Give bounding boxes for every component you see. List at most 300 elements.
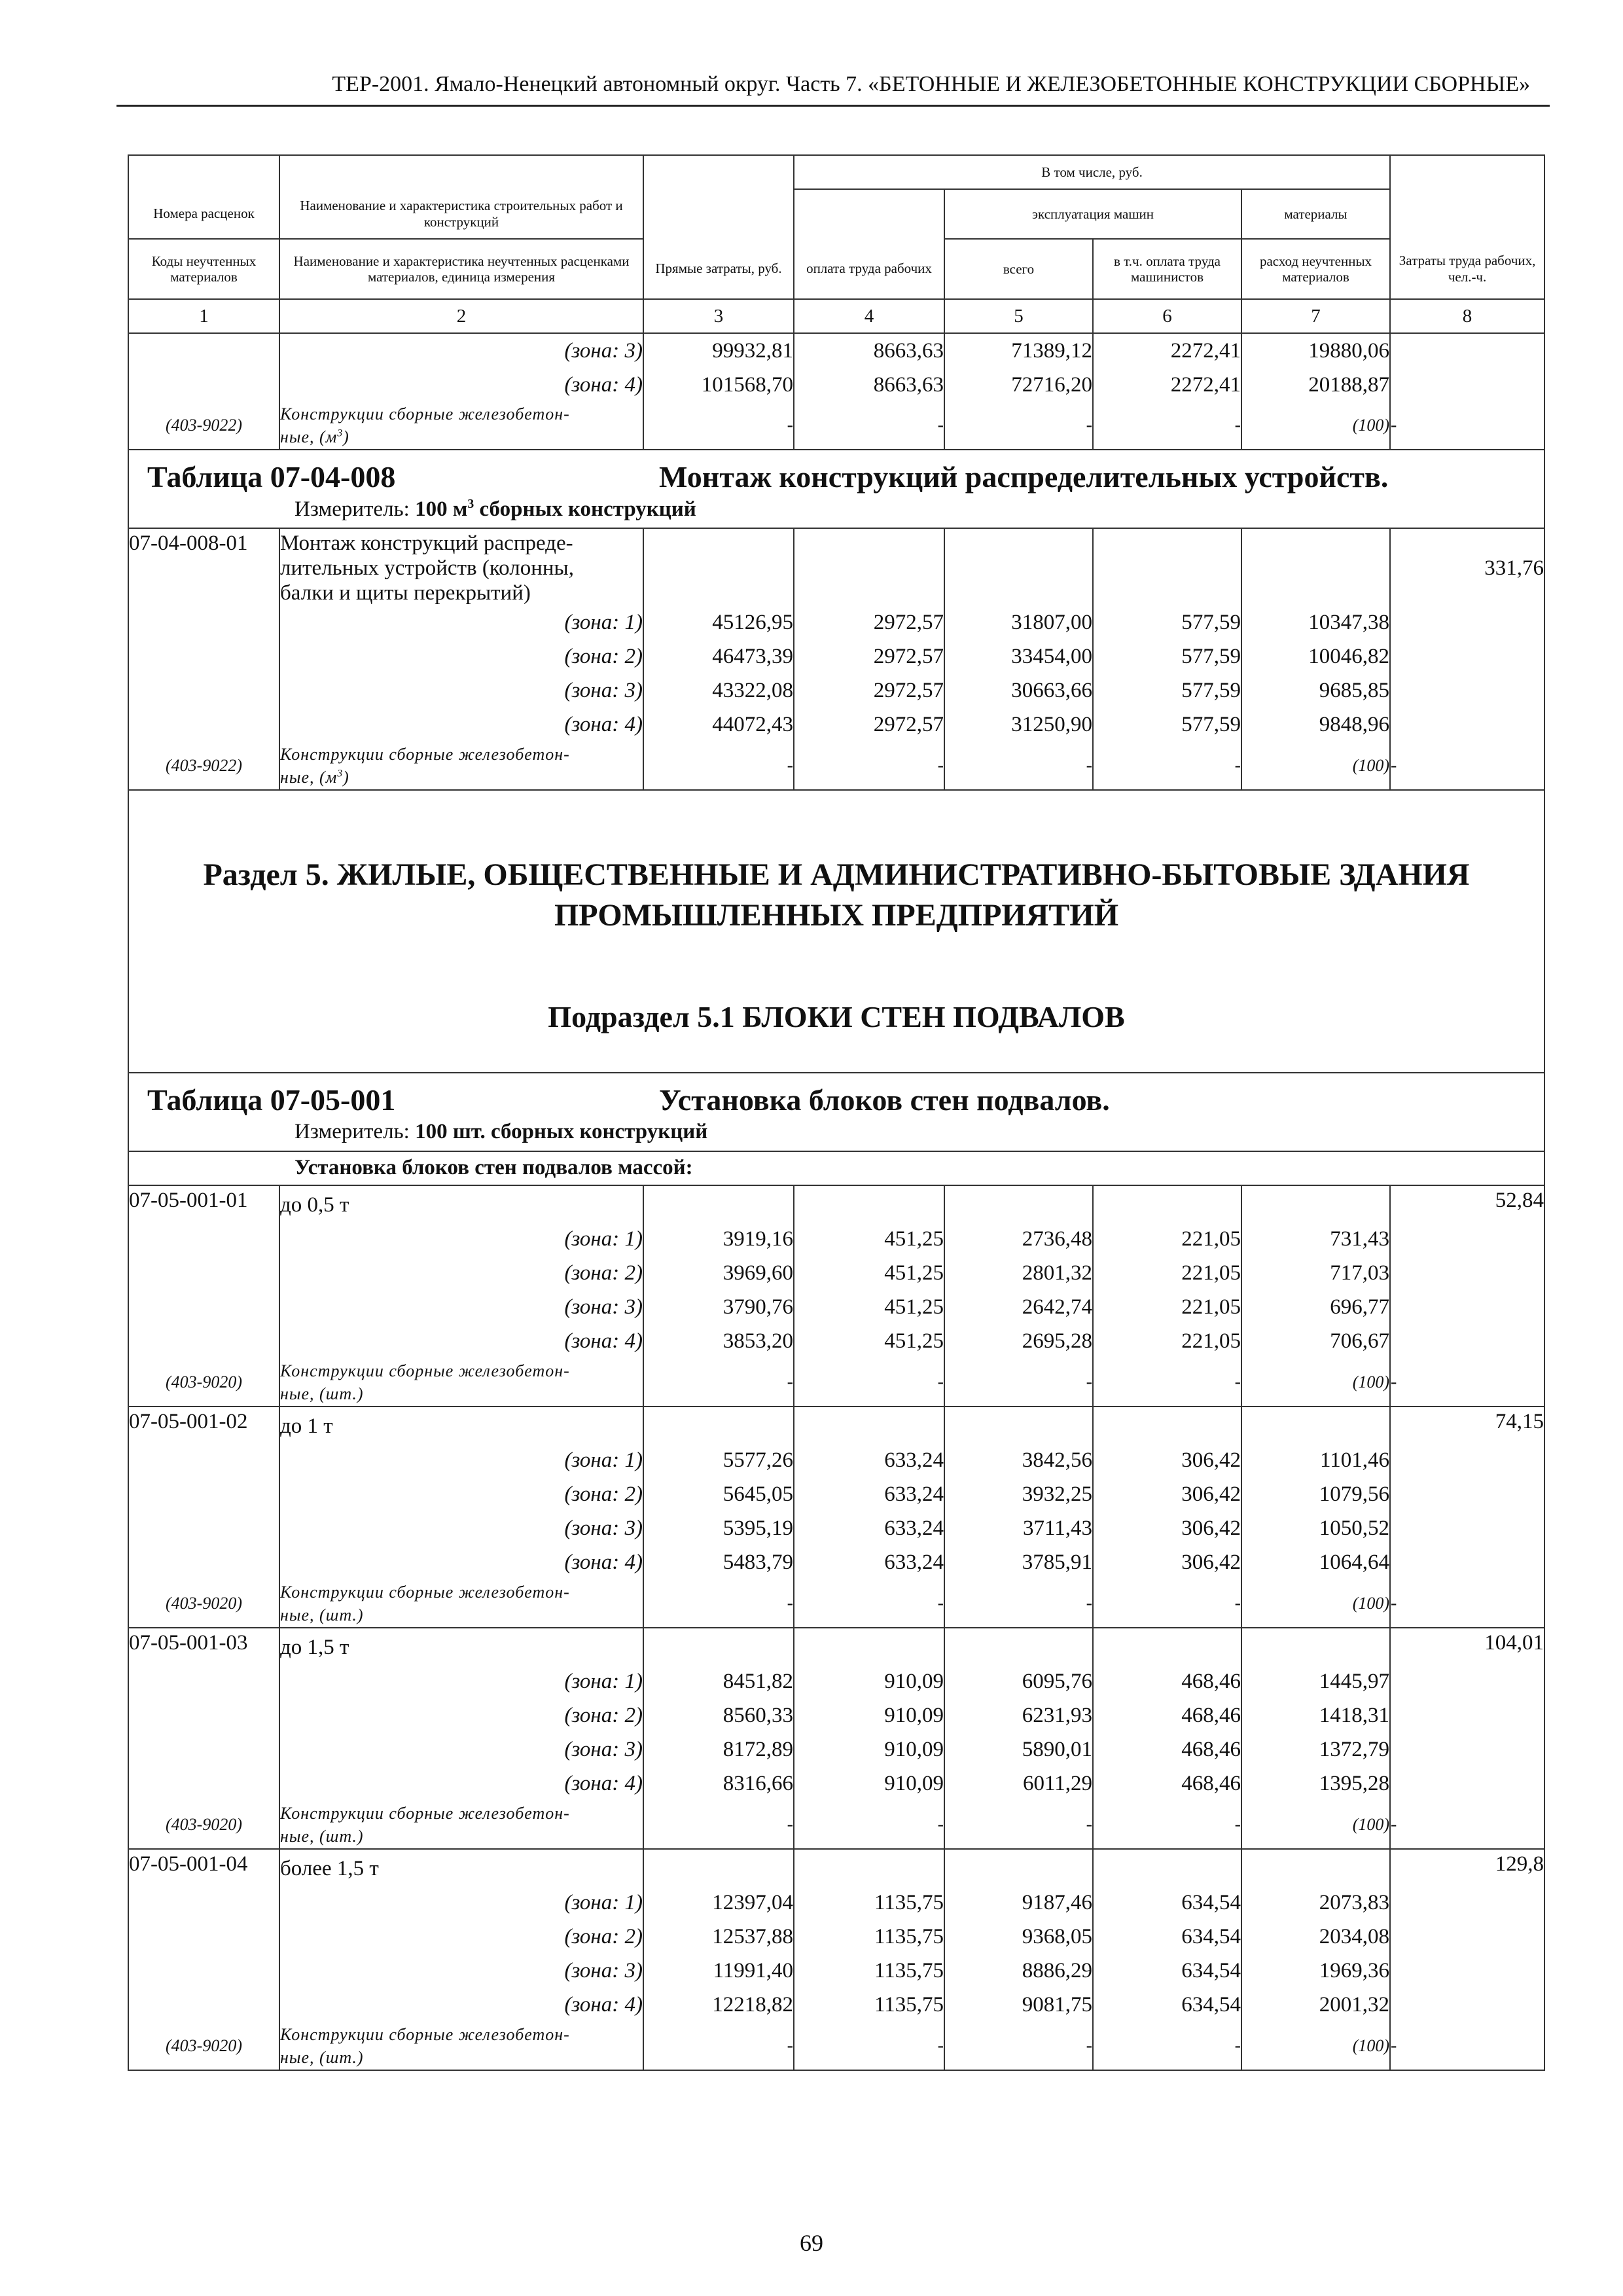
machines-total-value: 6095,76	[944, 1665, 1093, 1699]
rates-table-body	[128, 155, 1544, 2070]
operator-pay-value: 221,05	[1093, 1325, 1241, 1359]
zone-label: (зона: 1)	[279, 606, 643, 640]
meter-rest: сборных конструкций	[474, 497, 696, 521]
meter-row	[128, 491, 1544, 528]
zone-label: (зона: 1)	[279, 1444, 643, 1478]
zone-row	[128, 1512, 1544, 1546]
materials-value: 1969,36	[1241, 1954, 1390, 1988]
empty-cell	[128, 1886, 279, 1920]
empty-cell	[1390, 1478, 1544, 1512]
dash-cell: -	[643, 402, 794, 450]
operator-pay-value: 634,54	[1093, 1886, 1241, 1920]
empty-cell	[1390, 1257, 1544, 1291]
direct-costs-header: Прямые затраты, руб.	[643, 239, 794, 299]
zone-row	[128, 1223, 1544, 1257]
rate-name: до 0,5 т	[279, 1185, 643, 1223]
dash-cell: -	[643, 742, 794, 790]
direct-costs-value: 5395,19	[643, 1512, 794, 1546]
machines-total-value: 71389,12	[944, 333, 1093, 368]
column-number: 1	[128, 299, 279, 333]
empty-cell	[1390, 640, 1544, 674]
operator-pay-value: 634,54	[1093, 1988, 1241, 2022]
zone-row	[128, 708, 1544, 742]
operator-pay-value: 577,59	[1093, 674, 1241, 708]
operator-pay-value: 221,05	[1093, 1223, 1241, 1257]
worker-pay-value: 2972,57	[794, 674, 944, 708]
worker-pay-value: 633,24	[794, 1512, 944, 1546]
empty-cell	[1241, 1407, 1390, 1444]
rate-item-row	[128, 1849, 1544, 1886]
empty-cell	[1390, 1291, 1544, 1325]
material-percent: (100)	[1241, 742, 1390, 790]
zone-row	[128, 1920, 1544, 1954]
materials-value: 10046,82	[1241, 640, 1390, 674]
empty-cell	[128, 1512, 279, 1546]
meter-value: 100 м	[415, 497, 468, 521]
materials-value: 731,43	[1241, 1223, 1390, 1257]
material-name	[279, 1801, 643, 1849]
material-name-line: Конструкции сборные железобетон-	[280, 2024, 570, 2044]
zone-row	[128, 1546, 1544, 1580]
meter-label: Измеритель:	[294, 497, 410, 521]
zone-row	[128, 606, 1544, 640]
direct-costs-value: 101568,70	[643, 368, 794, 402]
direct-costs-value: 5645,05	[643, 1478, 794, 1512]
machines-total-header: всего	[944, 239, 1093, 299]
operator-pay-value: 577,59	[1093, 606, 1241, 640]
zone-row	[128, 1665, 1544, 1699]
empty-cell	[794, 1407, 944, 1444]
rate-item-row	[128, 1407, 1544, 1444]
empty-cell	[128, 1546, 279, 1580]
labor-costs-value: 52,84	[1390, 1185, 1544, 1223]
worker-pay-value: 1135,75	[794, 1988, 944, 2022]
empty-cell	[1390, 1733, 1544, 1767]
materials-value: 1079,56	[1241, 1478, 1390, 1512]
zone-row	[128, 1291, 1544, 1325]
dash-cell: -	[1390, 1580, 1544, 1628]
material-unit-exponent: 3	[337, 768, 344, 780]
rate-code: 07-04-008-01	[128, 528, 279, 606]
empty-cell	[1390, 333, 1544, 368]
machines-total-value: 5890,01	[944, 1733, 1093, 1767]
material-row	[128, 2022, 1544, 2070]
material-row	[128, 742, 1544, 790]
dash-cell: -	[1390, 402, 1544, 450]
material-percent: (100)	[1241, 1801, 1390, 1849]
machines-total-value: 2736,48	[944, 1223, 1093, 1257]
empty-cell	[128, 1954, 279, 1988]
dash-cell: -	[944, 1801, 1093, 1849]
materials-value: 19880,06	[1241, 333, 1390, 368]
dash-cell: -	[794, 1580, 944, 1628]
zone-row	[128, 1733, 1544, 1767]
dash-cell: -	[643, 1580, 794, 1628]
operator-pay-value: 306,42	[1093, 1478, 1241, 1512]
materials-value: 20188,87	[1241, 368, 1390, 402]
column-number: 5	[944, 299, 1093, 333]
worker-pay-value: 910,09	[794, 1699, 944, 1733]
dash-cell: -	[944, 402, 1093, 450]
unaccounted-materials-header: расход неучтенных материалов	[1241, 239, 1390, 299]
empty-cell	[944, 1407, 1093, 1444]
empty-cell	[1241, 1628, 1390, 1665]
rate-name: более 1,5 т	[279, 1849, 643, 1886]
dash-cell: -	[1390, 742, 1544, 790]
zone-row	[128, 674, 1544, 708]
dash-cell: -	[643, 1801, 794, 1849]
empty-cell	[1390, 1444, 1544, 1478]
worker-pay-value: 910,09	[794, 1733, 944, 1767]
empty-cell	[1241, 1849, 1390, 1886]
dash-cell: -	[794, 2022, 944, 2070]
machines-total-value: 8886,29	[944, 1954, 1093, 1988]
operator-pay-value: 634,54	[1093, 1954, 1241, 1988]
empty-cell	[1241, 528, 1390, 606]
empty-cell	[1390, 1665, 1544, 1699]
material-code: (403-9020)	[128, 1801, 279, 1849]
zone-row	[128, 1444, 1544, 1478]
empty-cell	[794, 1849, 944, 1886]
worker-pay-value: 1135,75	[794, 1886, 944, 1920]
material-name	[279, 742, 643, 790]
empty-cell	[1390, 1546, 1544, 1580]
materials-value: 2001,32	[1241, 1988, 1390, 2022]
worker-pay-value: 633,24	[794, 1478, 944, 1512]
machines-total-value: 2695,28	[944, 1325, 1093, 1359]
labor-costs-header: Затраты труда рабочих, чел.-ч.	[1390, 239, 1544, 299]
empty-cell	[1390, 1954, 1544, 1988]
dash-cell: -	[794, 402, 944, 450]
zone-label: (зона: 2)	[279, 1478, 643, 1512]
direct-costs-value: 3969,60	[643, 1257, 794, 1291]
direct-costs-value: 3853,20	[643, 1325, 794, 1359]
direct-costs-value: 44072,43	[643, 708, 794, 742]
meter	[128, 491, 1544, 528]
operator-pay-value: 2272,41	[1093, 333, 1241, 368]
table-title-row	[128, 1073, 1544, 1114]
materials-value: 9848,96	[1241, 708, 1390, 742]
empty-cell	[1390, 1699, 1544, 1733]
material-code: (403-9022)	[128, 402, 279, 450]
operator-pay-value: 221,05	[1093, 1257, 1241, 1291]
empty-cell	[128, 1478, 279, 1512]
group-row	[128, 1151, 1544, 1185]
empty-cell	[1390, 606, 1544, 640]
direct-costs-value: 12218,82	[643, 1988, 794, 2022]
material-percent: (100)	[1241, 2022, 1390, 2070]
empty-cell	[794, 1185, 944, 1223]
unaccounted-names-header: Наименование и характеристика неучтенных расценками материалов, единица измерения	[279, 239, 643, 299]
page-number: 69	[800, 2230, 823, 2256]
operator-pay-value: 468,46	[1093, 1767, 1241, 1801]
material-name-line: ные, (м	[280, 767, 338, 787]
material-name-line: ные, (шт.)	[280, 1605, 364, 1624]
direct-costs-value: 99932,81	[643, 333, 794, 368]
material-name-line: Конструкции сборные железобетон-	[280, 404, 570, 423]
operator-pay-value: 577,59	[1093, 640, 1241, 674]
material-code: (403-9020)	[128, 2022, 279, 2070]
empty-cell	[128, 674, 279, 708]
empty-cell	[1093, 1849, 1241, 1886]
empty-cell	[128, 1988, 279, 2022]
machines-total-value: 3842,56	[944, 1444, 1093, 1478]
empty-cell	[128, 1767, 279, 1801]
worker-pay-value: 910,09	[794, 1767, 944, 1801]
operator-pay-value: 468,46	[1093, 1665, 1241, 1699]
empty-cell	[128, 1444, 279, 1478]
empty-cell	[643, 1849, 794, 1886]
zone-label: (зона: 4)	[279, 1767, 643, 1801]
direct-costs-value: 8560,33	[643, 1699, 794, 1733]
machines-total-value: 33454,00	[944, 640, 1093, 674]
empty-cell	[1390, 368, 1544, 402]
zone-row	[128, 640, 1544, 674]
dash-cell: -	[1390, 1359, 1544, 1407]
materials-value: 1101,46	[1241, 1444, 1390, 1478]
zone-label: (зона: 1)	[279, 1886, 643, 1920]
dash-cell: -	[1093, 1359, 1241, 1407]
materials-value: 1372,79	[1241, 1733, 1390, 1767]
rate-code: 07-05-001-02	[128, 1407, 279, 1444]
rates-table	[128, 154, 1545, 2071]
unaccounted-codes-header: Коды неучтенных материалов	[128, 239, 279, 299]
zone-label: (зона: 4)	[279, 1325, 643, 1359]
direct-costs-value: 5483,79	[643, 1546, 794, 1580]
materials-value: 9685,85	[1241, 674, 1390, 708]
worker-pay-value: 910,09	[794, 1665, 944, 1699]
meter	[128, 1114, 1544, 1151]
materials-value: 2073,83	[1241, 1886, 1390, 1920]
material-row	[128, 1359, 1544, 1407]
operator-pay-value: 468,46	[1093, 1699, 1241, 1733]
materials-value: 1418,31	[1241, 1699, 1390, 1733]
column-number: 8	[1390, 299, 1544, 333]
worker-pay-value: 1135,75	[794, 1954, 944, 1988]
empty-cell	[1390, 708, 1544, 742]
column-numbers-row	[128, 299, 1544, 333]
zone-label: (зона: 1)	[279, 1223, 643, 1257]
materials-value: 1050,52	[1241, 1512, 1390, 1546]
dash-cell: -	[794, 1359, 944, 1407]
dash-cell: -	[1390, 1801, 1544, 1849]
dash-cell: -	[794, 1801, 944, 1849]
machines-total-value: 3785,91	[944, 1546, 1093, 1580]
direct-costs-value: 3790,76	[643, 1291, 794, 1325]
materials-header: материалы	[1241, 189, 1390, 239]
zone-label: (зона: 4)	[279, 708, 643, 742]
materials-value: 2034,08	[1241, 1920, 1390, 1954]
rate-item-row	[128, 1628, 1544, 1665]
dash-cell: -	[944, 1359, 1093, 1407]
section-title	[129, 855, 1544, 937]
worker-pay-value: 2972,57	[794, 640, 944, 674]
empty-cell	[128, 1257, 279, 1291]
operator-pay-value: 306,42	[1093, 1546, 1241, 1580]
empty-cell	[128, 1665, 279, 1699]
operator-pay-value: 306,42	[1093, 1512, 1241, 1546]
empty-cell	[1093, 1185, 1241, 1223]
empty-cell	[643, 1407, 794, 1444]
worker-pay-value: 2972,57	[794, 606, 944, 640]
material-row	[128, 1580, 1544, 1628]
dash-cell: -	[944, 2022, 1093, 2070]
table-name: Монтаж конструкций распределительных устройств.	[659, 460, 1389, 493]
zone-label: (зона: 3)	[279, 1954, 643, 1988]
rate-name-line: Монтаж конструкций распреде-	[280, 531, 573, 555]
operator-pay-value: 306,42	[1093, 1444, 1241, 1478]
machines-total-value: 31250,90	[944, 708, 1093, 742]
empty-cell	[794, 1628, 944, 1665]
dash-cell: -	[1093, 1801, 1241, 1849]
column-number: 6	[1093, 299, 1241, 333]
zone-label: (зона: 2)	[279, 1257, 643, 1291]
worker-pay-value: 633,24	[794, 1444, 944, 1478]
empty-cell	[643, 528, 794, 606]
materials-value: 1445,97	[1241, 1665, 1390, 1699]
column-number: 7	[1241, 299, 1390, 333]
worker-pay-value: 1135,75	[794, 1920, 944, 1954]
machines-total-value: 3932,25	[944, 1478, 1093, 1512]
dash-cell: -	[1093, 402, 1241, 450]
material-name-end: )	[343, 767, 349, 787]
machines-total-value: 2801,32	[944, 1257, 1093, 1291]
column-number: 2	[279, 299, 643, 333]
material-name	[279, 1580, 643, 1628]
rate-name-line: балки и щиты перекрытий)	[280, 581, 531, 605]
rate-name: до 1 т	[279, 1407, 643, 1444]
zone-label: (зона: 1)	[279, 1665, 643, 1699]
operator-pay-value: 634,54	[1093, 1920, 1241, 1954]
material-name-line: ные, (шт.)	[280, 1384, 364, 1403]
machines-total-value: 72716,20	[944, 368, 1093, 402]
direct-costs-value: 12537,88	[643, 1920, 794, 1954]
empty-cell	[944, 1185, 1093, 1223]
material-name-line: Конструкции сборные железобетон-	[280, 1582, 570, 1602]
material-unit-exponent: 3	[337, 427, 344, 439]
worker-pay-value: 8663,63	[794, 368, 944, 402]
direct-costs-value: 46473,39	[643, 640, 794, 674]
machines-total-value: 9081,75	[944, 1988, 1093, 2022]
worker-pay-value: 8663,63	[794, 333, 944, 368]
zone-row	[128, 1325, 1544, 1359]
material-row	[128, 402, 1544, 450]
material-row	[128, 1801, 1544, 1849]
labor-costs-value: 104,01	[1390, 1628, 1544, 1665]
empty-cell	[128, 1920, 279, 1954]
dash-cell: -	[944, 1580, 1093, 1628]
rate-code: 07-05-001-04	[128, 1849, 279, 1886]
direct-costs-value: 3919,16	[643, 1223, 794, 1257]
section-title-line: ПРОМЫШЛЕННЫХ ПРЕДПРИЯТИЙ	[554, 898, 1119, 933]
zone-label: (зона: 3)	[279, 674, 643, 708]
rate-name	[279, 528, 643, 606]
empty-cell	[1093, 1407, 1241, 1444]
empty-cell	[128, 368, 279, 402]
machines-total-value: 30663,66	[944, 674, 1093, 708]
meter-unit	[415, 1120, 707, 1143]
zone-label: (зона: 3)	[279, 333, 643, 368]
empty-cell	[1390, 674, 1544, 708]
material-name-line: ные, (шт.)	[280, 1826, 364, 1846]
machines-total-value: 31807,00	[944, 606, 1093, 640]
material-name-end: )	[343, 427, 349, 446]
zone-row	[128, 333, 1544, 368]
empty-cell	[128, 1733, 279, 1767]
dash-cell: -	[944, 742, 1093, 790]
material-name-line: Конструкции сборные железобетон-	[280, 1803, 570, 1823]
table-number: Таблица 07-04-008	[147, 460, 396, 493]
machines-total-value: 9187,46	[944, 1886, 1093, 1920]
materials-value: 1395,28	[1241, 1767, 1390, 1801]
operator-pay-value: 468,46	[1093, 1733, 1241, 1767]
dash-cell: -	[1093, 1580, 1241, 1628]
zone-row	[128, 1478, 1544, 1512]
empty-cell	[1390, 1512, 1544, 1546]
worker-pay-value: 451,25	[794, 1291, 944, 1325]
table-title-row	[128, 450, 1544, 491]
materials-value: 696,77	[1241, 1291, 1390, 1325]
operator-pay-value: 221,05	[1093, 1291, 1241, 1325]
meter-exponent: 3	[467, 497, 474, 511]
machines-total-value: 3711,43	[944, 1512, 1093, 1546]
operator-pay-header: в т.ч. оплата труда машинистов	[1093, 239, 1241, 299]
zone-row	[128, 1767, 1544, 1801]
direct-costs-value: 5577,26	[643, 1444, 794, 1478]
rate-code: 07-05-001-03	[128, 1628, 279, 1665]
meter-value: 100 шт. сборных конструкций	[415, 1120, 708, 1144]
empty-cell	[794, 528, 944, 606]
machines-total-value: 9368,05	[944, 1920, 1093, 1954]
machines-total-value: 2642,74	[944, 1291, 1093, 1325]
zone-label: (зона: 2)	[279, 640, 643, 674]
zone-row	[128, 1988, 1544, 2022]
zone-label: (зона: 3)	[279, 1733, 643, 1767]
zone-row	[128, 1699, 1544, 1733]
direct-costs-value: 12397,04	[643, 1886, 794, 1920]
material-name	[279, 1359, 643, 1407]
worker-pay-value: 2972,57	[794, 708, 944, 742]
material-percent: (100)	[1241, 1580, 1390, 1628]
direct-costs-value: 45126,95	[643, 606, 794, 640]
worker-pay-value: 451,25	[794, 1223, 944, 1257]
labor-costs-value: 129,8	[1390, 1849, 1544, 1886]
zone-label: (зона: 4)	[279, 1988, 643, 2022]
direct-costs-value: 8316,66	[643, 1767, 794, 1801]
zone-label: (зона: 2)	[279, 1699, 643, 1733]
dash-cell: -	[643, 2022, 794, 2070]
materials-value: 1064,64	[1241, 1546, 1390, 1580]
material-name-line: Конструкции сборные железобетон-	[280, 1361, 570, 1380]
meter-label: Измеритель:	[294, 1120, 410, 1144]
labor-costs-value: 331,76	[1390, 528, 1544, 606]
worker-pay-value: 451,25	[794, 1325, 944, 1359]
material-name-line: Конструкции сборные железобетон-	[280, 744, 570, 764]
empty-cell	[1093, 1628, 1241, 1665]
empty-cell	[1093, 528, 1241, 606]
empty-cell	[128, 1291, 279, 1325]
subsection-title: Подраздел 5.1 БЛОКИ СТЕН ПОДВАЛОВ	[548, 999, 1125, 1033]
direct-costs-value: 8172,89	[643, 1733, 794, 1767]
direct-costs-value: 8451,82	[643, 1665, 794, 1699]
rate-name-line: лительных устройств (колонны,	[280, 556, 574, 580]
section-title-line: Раздел 5. ЖИЛЫЕ, ОБЩЕСТВЕННЫЕ И АДМИНИСТРАТИВНО-БЫТОВЫЕ ЗДАНИЯ	[203, 857, 1470, 892]
table-name: Установка блоков стен подвалов.	[659, 1083, 1110, 1117]
rate-item-row	[128, 1185, 1544, 1223]
empty-cell	[1390, 1325, 1544, 1359]
material-name-line: ные, (м	[280, 427, 338, 446]
zone-label: (зона: 4)	[279, 368, 643, 402]
